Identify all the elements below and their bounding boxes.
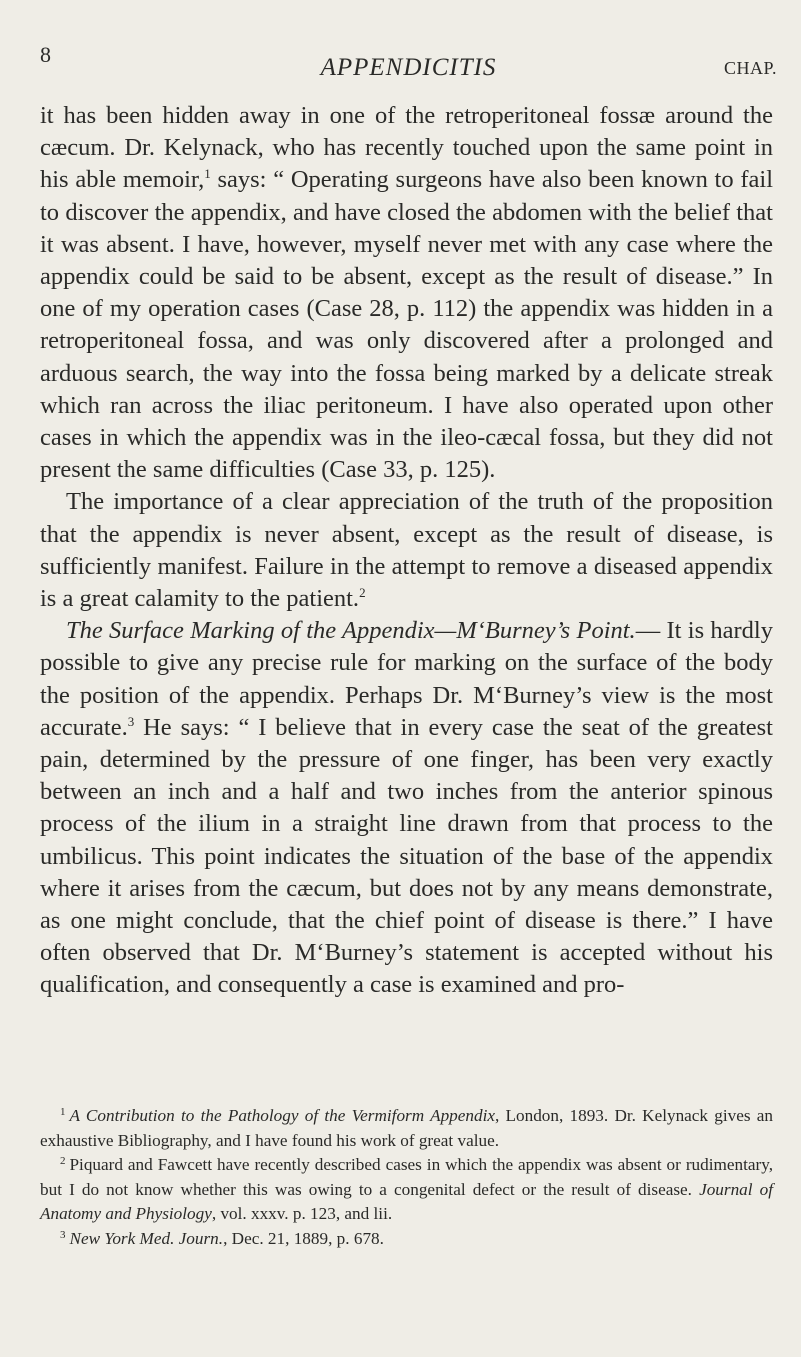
paragraph-1-text-b: says: “ Operating surgeons have also been known to fail to discover the appendix, and have closed the abdomen with the belief that it was absent. I have, however, myself never met with any case where the appendix could be said to be absent, except as the result of disease.” In one of my operation cases (Case 28, p. 112) the appendix was hidden in a retroperitoneal fossa, and was only discovered after a prolonged and arduous search, the way into the fossa being marked by a delicate streak which ran across the iliac peritoneum. I have also operated upon other cases in which the appendix was in the ileo-cæcal fossa, but they did not present the same difficulties (Case 33, p. 125). xyxy=(40,166,774,484)
footnote-3 xyxy=(40,1227,773,1252)
paragraph-1 xyxy=(40,100,773,486)
chapter-mark: CHAP. xyxy=(723,58,777,78)
footnote-ref-3: 3 xyxy=(127,713,135,729)
footnote-ref-2: 2 xyxy=(359,585,366,601)
footnote-1-title: A Contribution to the Pathology of the Vermiform Appendix xyxy=(69,1106,495,1125)
running-title: APPENDICITIS xyxy=(320,54,497,81)
paragraph-3-text-a: It is hardly possible to give any precise rule for marking on the surface of the body the position of the appendix. Perhaps Dr. M‘Burney’s view is the most accurate. xyxy=(40,617,773,741)
section-heading: The Surface Marking of the Appendix—M‘Burney’s Point. xyxy=(66,617,636,645)
paragraph-1-text-a: it has been hidden away in one of the retroperitoneal fossæ around the cæcum. Dr. Kelynack, who has recently touched upon the same point in his able memoir, xyxy=(40,102,773,194)
footnote-3-text: , Dec. 21, 1889, p. 678. xyxy=(223,1228,384,1248)
paragraph-3 xyxy=(40,615,773,1001)
page-number: 8 xyxy=(40,42,51,67)
footnote-2-text-b: , vol. xxxv. p. 123, and lii. xyxy=(211,1204,393,1224)
footnote-3-journal: New York Med. Journ. xyxy=(69,1228,224,1248)
footnotes xyxy=(40,1104,773,1252)
paragraph-2-text: The importance of a clear appreciation of the truth of the proposition that the appendix is never absent, except as the result of disease, is sufficiently manifest. Failure in the attempt to remove a diseased appendix is a great calamity to the patient. xyxy=(40,488,773,613)
heading-dash: — xyxy=(635,617,661,645)
footnote-1-text: , London, 1893. Dr. Kelynack gives an exhaustive Bibliography, and I have found his work of great value. xyxy=(40,1106,774,1150)
paragraph-2 xyxy=(40,486,773,615)
footnote-2-journal: Journal of Anatomy and Physiology xyxy=(40,1179,774,1224)
footnote-2-mark: 2 xyxy=(60,1155,66,1168)
footnote-ref-1: 1 xyxy=(204,166,211,182)
footnote-3-mark: 3 xyxy=(60,1228,66,1241)
footnote-2-text-a: Piquard and Fawcett have recently described cases in which the appendix was absent or rudimentary, but I do not know whether this was owing to a congenital defect or the result of disease. xyxy=(40,1155,773,1199)
running-head xyxy=(40,42,777,82)
footnote-1-mark: 1 xyxy=(60,1106,66,1118)
footnote-2 xyxy=(40,1153,773,1227)
footnote-1 xyxy=(40,1104,773,1153)
paragraph-3-text-b: He says: “ I believe that in every case the seat of the greatest pain, determined by the pressure of one finger, has been very exactly between an inch and a half and two inches from the anterior spinous process of the ilium in a straight line drawn from that process to the umbilicus. This point indicates the situation of the base of the appendix where it arises from the cæcum, but does not by any means demonstrate, as one might conclude, that the chief point of disease is there.” I have often observed that Dr. M‘Burney’s statement is accepted without his qualification, and consequently a case is examined and pro- xyxy=(40,713,773,999)
body-text xyxy=(40,100,773,1002)
